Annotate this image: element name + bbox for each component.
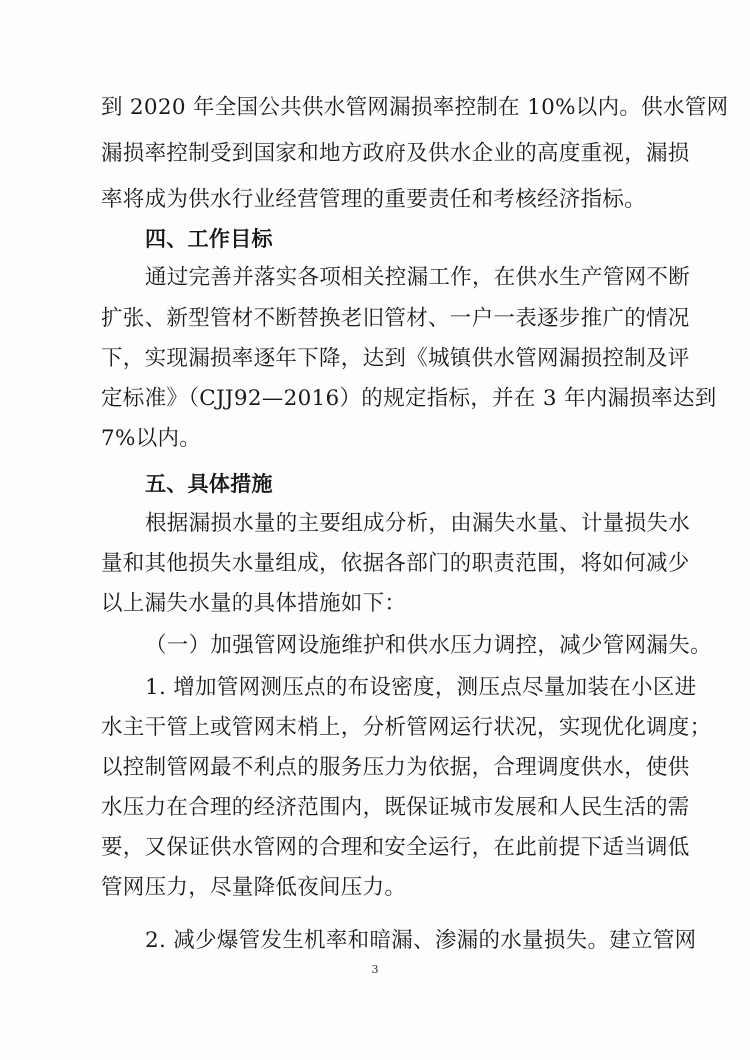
- body-line-17: 以控制管网最不利点的服务压力为依据，合理调度供水，使供: [101, 755, 690, 780]
- section-heading-measures: 五、具体措施: [145, 472, 273, 496]
- body-line-16: 水主干管上或管网末梢上，分析管网运行状况，实现优化调度；: [101, 715, 712, 740]
- section-heading-goals: 四、工作目标: [145, 227, 273, 251]
- body-line-18: 水压力在合理的经济范围内，既保证城市发展和人民生活的需: [101, 795, 690, 820]
- body-line-15: 1. 增加管网测压点的布设密度，测压点尽量加装在小区进: [145, 675, 697, 700]
- body-line-11: 根据漏损水量的主要组成分析，由漏失水量、计量损失水: [145, 511, 691, 536]
- body-line-6: 扩张、新型管材不断替换老旧管材、一户一表逐步推广的情况: [101, 306, 690, 331]
- body-line-9: 7%以内。: [101, 426, 202, 451]
- body-line-1: 到 2020 年全国公共供水管网漏损率控制在 10%以内。供水管网: [101, 95, 729, 120]
- body-line-5: 通过完善并落实各项相关控漏工作，在供水生产管网不断: [145, 265, 691, 290]
- body-line-20: 管网压力，尽量降低夜间压力。: [101, 875, 407, 900]
- body-line-21: 2. 减少爆管发生机率和暗漏、渗漏的水量损失。建立管网: [145, 928, 697, 953]
- body-line-8: 定标准》（CJJ92—2016）的规定指标，并在 3 年内漏损率达到: [101, 386, 717, 411]
- body-line-2: 漏损率控制受到国家和地方政府及供水企业的高度重视，漏损: [101, 141, 690, 166]
- body-line-7: 下，实现漏损率逐年下降，达到《城镇供水管网漏损控制及评: [101, 346, 690, 371]
- body-line-13: 以上漏失水量的具体措施如下：: [101, 591, 407, 616]
- body-line-19: 要，又保证供水管网的合理和安全运行，在此前提下适当调低: [101, 835, 690, 860]
- body-line-3: 率将成为供水行业经营管理的重要责任和考核经济指标。: [101, 187, 647, 212]
- body-line-12: 量和其他损失水量组成，依据各部门的职责范围，将如何减少: [101, 551, 690, 576]
- page-number: 3: [371, 963, 379, 976]
- subsection-heading-1: （一）加强管网设施维护和供水压力调控，减少管网漏失。: [145, 633, 712, 658]
